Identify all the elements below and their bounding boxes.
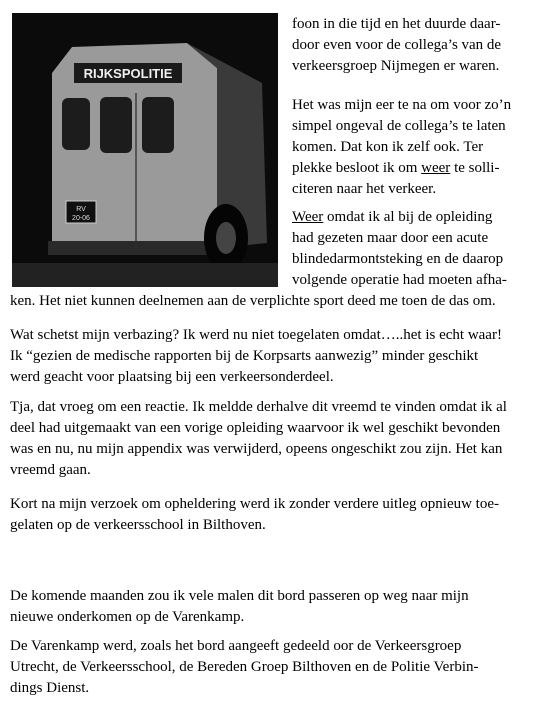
paragraph-4 (10, 325, 550, 388)
text-line: simpel ongeval de collega’s te laten (292, 118, 506, 134)
text-line: De Varenkamp werd, zoals het bord aangeeft gedeeld oor de Verkeersgroep (10, 638, 462, 654)
text-line: Utrecht, de Verkeersschool, de Bereden Groep Bilthoven en de Politie Verbin- (10, 659, 479, 675)
text-line: Kort na mijn verzoek om opheldering werd ik zonder verdere uitleg opnieuw toe- (10, 496, 500, 512)
paragraph-8 (10, 636, 550, 699)
underlined-word: Weer (292, 209, 324, 225)
paragraph-1 (292, 14, 548, 77)
paragraph-6 (10, 494, 550, 536)
text-line: Het was mijn eer te na om voor zo’n (292, 97, 512, 113)
text-line: Ik “gezien de medische rapporten bij de Korpsarts aanwezig” minder geschikt (10, 348, 479, 364)
text-line: blindedarmontsteking en de daarop (292, 251, 504, 267)
underlined-word: weer (421, 160, 451, 176)
text-segment: plekke besloot ik om (292, 160, 422, 176)
paragraph-2 (292, 95, 548, 200)
text-line: foon in die tijd en het duurde daar- (292, 16, 501, 32)
paragraph-3 (292, 207, 548, 291)
text-line: door even voor de collega’s van de (292, 37, 502, 53)
text-line: had gezeten maar door een acute (292, 230, 489, 246)
paragraph-3-continued (10, 291, 550, 312)
text-line: volgende operatie had moeten afha- (292, 272, 507, 288)
paragraph-5 (10, 397, 550, 481)
text-line: citeren naar het verkeer. (292, 181, 437, 197)
text-line: ken. Het niet kunnen deelnemen aan de verplichte sport deed me toen de das om. (10, 293, 496, 309)
police-van-photo (12, 13, 278, 287)
vehicle-sign-text: RIJKSPOLITIE (83, 66, 173, 81)
text-line: werd geacht voor plaatsing bij een verkeersonderdeel. (10, 369, 334, 385)
text-line: Tja, dat vroeg om een reactie. Ik meldde derhalve dit vreemd te vinden omdat ik al (10, 399, 507, 415)
text-line: deel had uitgemaakt van een vorige opleiding waarvoor ik wel geschikt bevonden (10, 420, 501, 436)
text-line: vreemd gaan. (10, 462, 91, 478)
text-line: De komende maanden zou ik vele malen dit bord passeren op weg naar mijn (10, 588, 469, 604)
text-line: nieuwe onderkomen op de Varenkamp. (10, 609, 245, 625)
plate-top-text: RV (76, 206, 86, 213)
plate-bottom-text: 20-06 (72, 215, 90, 222)
text-line (292, 207, 548, 228)
text-line: komen. Dat kon ik zelf ook. Ter (292, 139, 484, 155)
text-segment: omdat ik al bij de opleiding (323, 209, 493, 225)
text-line: verkeersgroep Nijmegen er waren. (292, 58, 500, 74)
text-line: gelaten op de verkeersschool in Bilthoven. (10, 517, 266, 533)
text-line: dings Dienst. (10, 680, 90, 696)
text-line: Wat schetst mijn verbazing? Ik werd nu niet toegelaten omdat…..het is echt waar! (10, 327, 502, 343)
paragraph-7 (10, 586, 550, 628)
text-line: was en nu, nu mijn appendix was verwijderd, opeens ongeschikt zou zijn. Het kan (10, 441, 503, 457)
text-segment: te solli- (450, 160, 500, 176)
text-line (292, 158, 548, 179)
